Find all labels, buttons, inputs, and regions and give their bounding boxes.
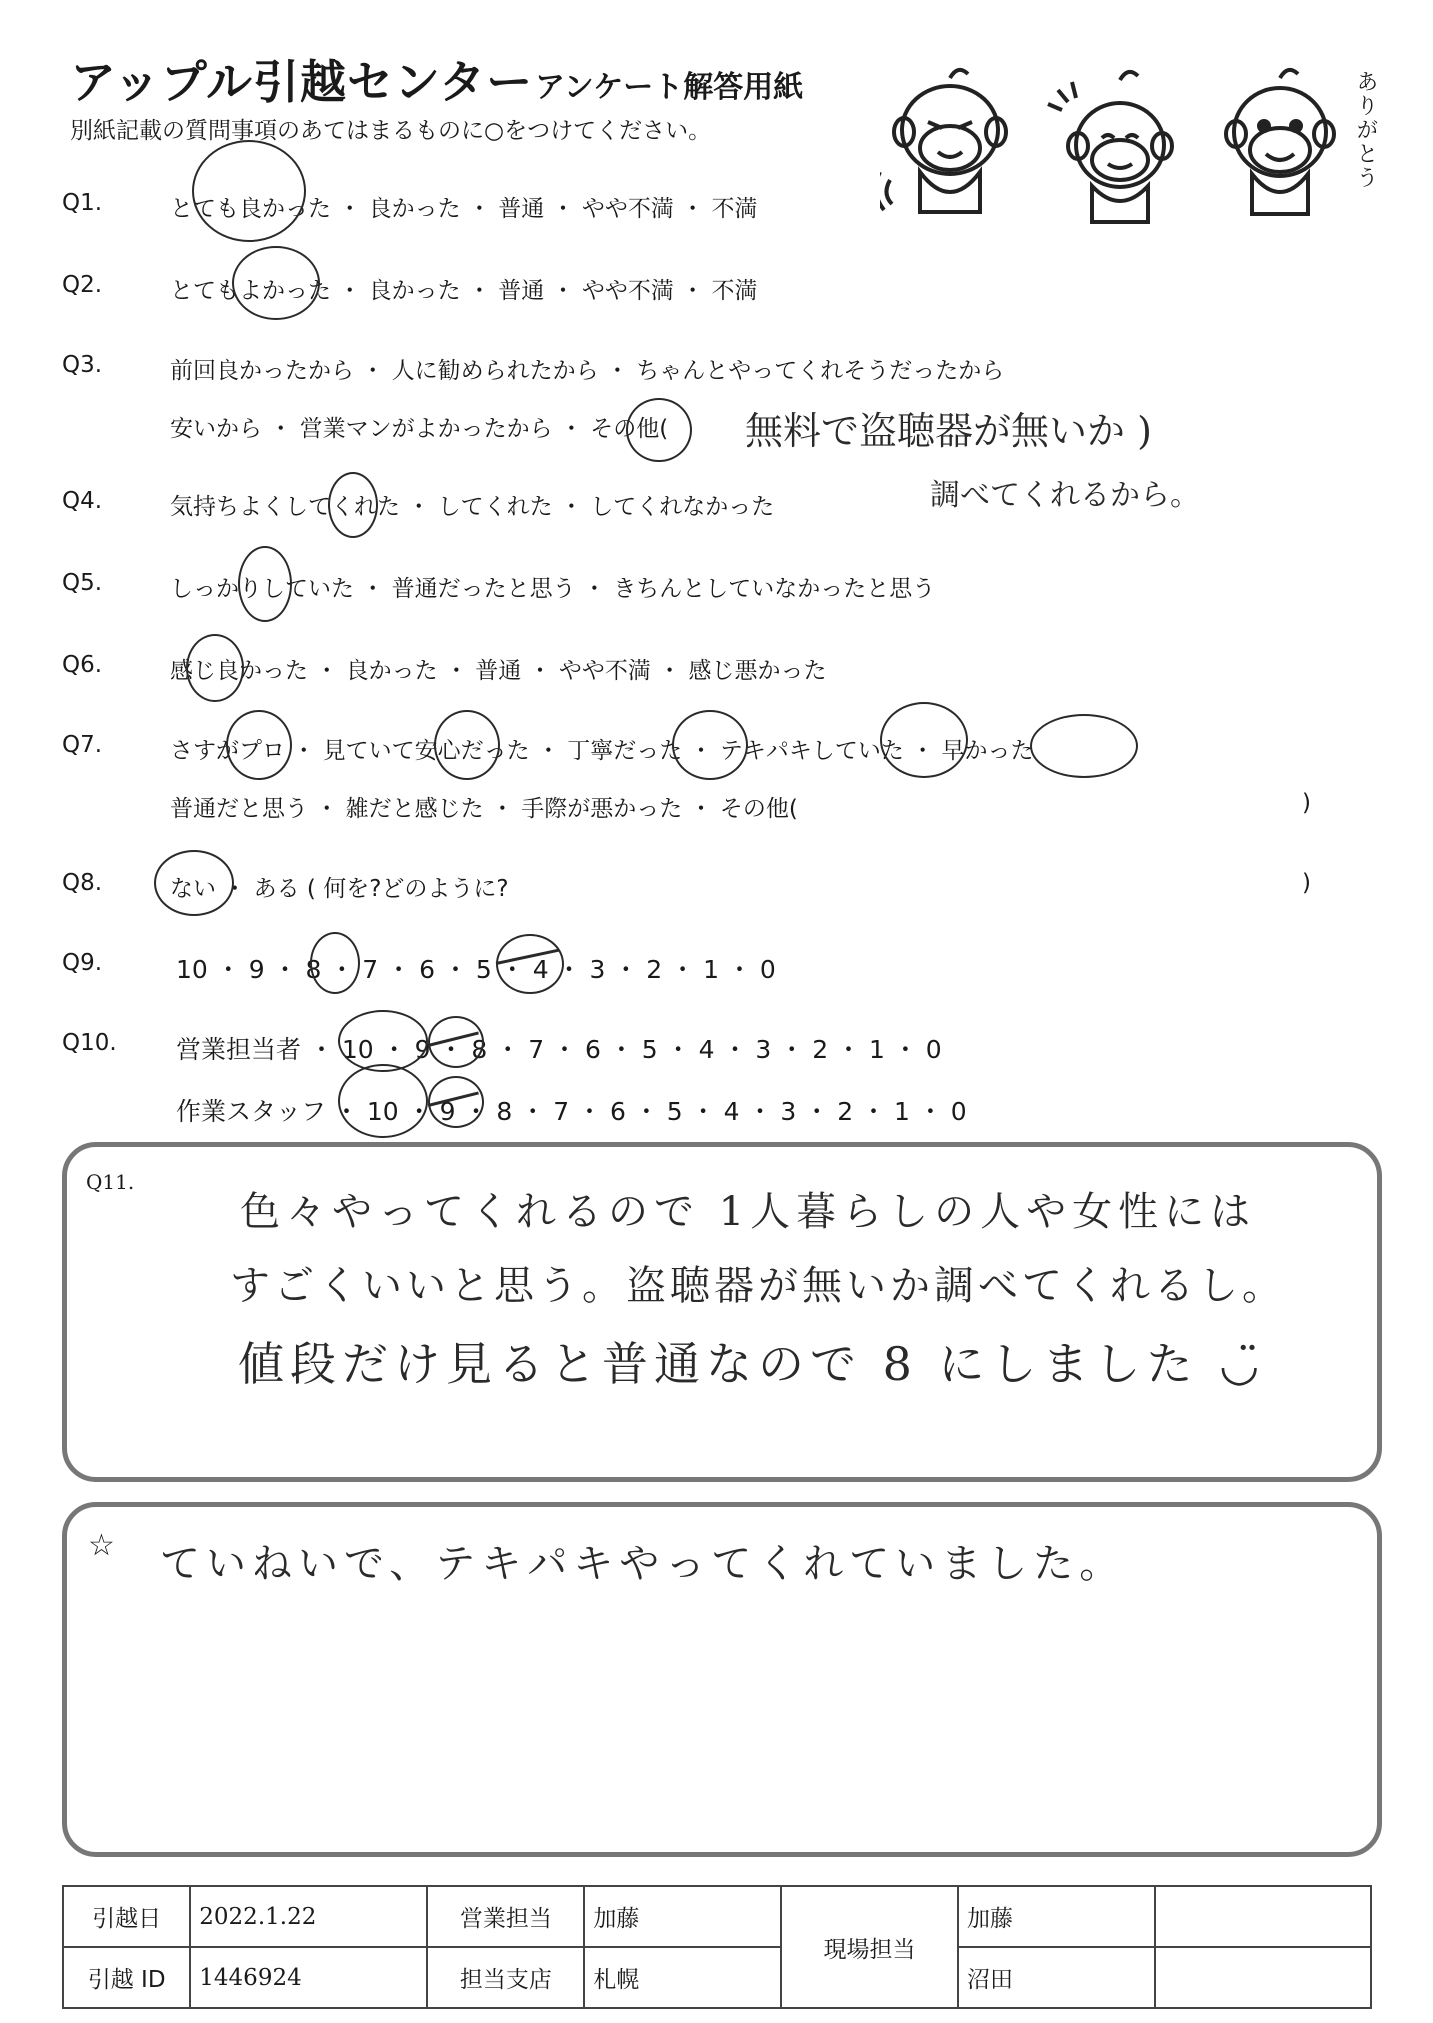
move-id-label: 引越 ID — [63, 1947, 190, 2008]
site-value-2: 沼田 — [958, 1947, 1155, 2008]
q11-label: Q11. — [86, 1170, 135, 1194]
answer-circle-q7a — [226, 710, 292, 780]
q11-comment-line2: すごくいいと思う。盗聴器が無いか調べてくれるし。 — [230, 1263, 1286, 1309]
q6-number: Q6. — [62, 652, 103, 678]
q10-number: Q10. — [62, 1030, 117, 1056]
answer-circle-q4 — [328, 472, 378, 538]
q7-close-paren: ) — [1302, 790, 1311, 816]
sales-value: 加藤 — [584, 1886, 781, 1947]
answer-circle-q3 — [626, 398, 692, 462]
q9-scale: 10 ・ 9 ・ 8 ・ 7 ・ 6 ・ 5 ・ 4 ・ 3 ・ 2 ・ 1 ・ 0 — [176, 955, 776, 984]
answer-circle-q8 — [154, 850, 234, 916]
answer-circle-q9 — [310, 932, 360, 994]
answer-circle-q10-staff — [338, 1064, 428, 1138]
q8-close-paren: ) — [1302, 870, 1311, 896]
q5-number: Q5. — [62, 570, 103, 596]
q7-options-line2: 普通だと思う ・ 雑だと感じた ・ 手際が悪かった ・ その他( — [170, 796, 798, 822]
q1-number: Q1. — [62, 190, 103, 216]
q8-options: ない ・ ある ( 何を?どのように? — [170, 876, 509, 902]
answer-circle-q7d — [880, 702, 968, 778]
answer-circle-q9b — [496, 934, 564, 994]
monkey-mascot-illustration — [880, 60, 1350, 235]
q3-options-line1: 前回良かったから ・ 人に勧められたから ・ ちゃんとやってくれそうだったから — [170, 358, 1005, 384]
answer-circle-q5 — [238, 546, 292, 622]
answer-circle-q6 — [186, 634, 244, 702]
footer-info-table — [62, 1885, 1372, 2009]
form-subtitle: アンケート解答用紙 — [535, 70, 804, 105]
site-value-1: 加藤 — [958, 1886, 1155, 1947]
q4-number: Q4. — [62, 488, 103, 514]
q7-options-line1: さすがプロ ・ 見ていて安心だった ・ 丁寧だった ・ テキパキしていた ・ 早かった — [170, 738, 1034, 764]
q7-number: Q7. — [62, 732, 103, 758]
q4-options: 気持ちよくしてくれた ・ してくれた ・ してくれなかった — [170, 494, 775, 520]
answer-circle-q7b — [434, 710, 500, 780]
branch-label: 担当支店 — [427, 1947, 584, 2008]
star-icon: ☆ — [88, 1528, 115, 1563]
sales-label: 営業担当 — [427, 1886, 584, 1947]
answer-circle-q7c — [672, 710, 748, 780]
branch-value: 札幌 — [584, 1947, 781, 2008]
q5-options: しっかりしていた ・ 普通だったと思う ・ きちんとしていなかったと思う — [170, 576, 936, 602]
answer-circle-q7e — [1030, 714, 1138, 778]
move-date-label: 引越日 — [63, 1886, 190, 1947]
q3-options-line2: 安いから ・ 営業マンがよかったから ・ その他( — [170, 416, 669, 442]
thanks-text: ありがとう — [1353, 70, 1378, 190]
q3-number: Q3. — [62, 352, 103, 378]
q10-staff-scale: 作業スタッフ ・ 10 ・ 9 ・ 8 ・ 7 ・ 6 ・ 5 ・ 4 ・ 3 ・ 2 ・ 1 ・ 0 — [176, 1097, 967, 1126]
empty-cell-bottom — [1155, 1947, 1371, 2008]
instruction-text: 別紙記載の質問事項のあてはまるものに○をつけてください。 — [70, 118, 712, 144]
q11-comment-line3: 値段だけ見ると普通なので 8 にしました ◡̈ — [238, 1337, 1266, 1391]
q6-options: 感じ良かった ・ 良かった ・ 普通 ・ やや不満 ・ 感じ悪かった — [170, 658, 827, 684]
q2-options: とてもよかった ・ 良かった ・ 普通 ・ やや不満 ・ 不満 — [170, 278, 758, 304]
answer-circle-q1 — [192, 140, 306, 242]
empty-cell-top — [1155, 1886, 1371, 1947]
move-date-value: 2022.1.22 — [190, 1886, 427, 1947]
brand-title: アップル引越センター — [70, 55, 534, 109]
q2-number: Q2. — [62, 272, 103, 298]
move-id-value: 1446924 — [190, 1947, 427, 2008]
answer-circle-q2 — [232, 246, 320, 320]
q3-other-handwritten: 無料で盗聴器が無いか ) — [745, 409, 1152, 453]
q1-options: とても良かった ・ 良かった ・ 普通 ・ やや不満 ・ 不満 — [170, 196, 758, 222]
answer-circle-q10-sales — [338, 1010, 428, 1072]
q8-number: Q8. — [62, 870, 103, 896]
q3-other-handwritten-2: 調べてくれるから。 — [930, 478, 1200, 513]
star-comment-text: ていねいで、テキパキやってくれていました。 — [160, 1541, 1126, 1587]
q11-comment-line1: 色々やってくれるので 1人暮らしの人や女性には — [240, 1189, 1257, 1235]
q10-sales-scale: 営業担当者 ・ 10 ・ 9 ・ 8 ・ 7 ・ 6 ・ 5 ・ 4 ・ 3 ・ 2 ・ 1 ・ 0 — [176, 1035, 942, 1064]
q9-number: Q9. — [62, 950, 103, 976]
site-label: 現場担当 — [781, 1886, 958, 2008]
